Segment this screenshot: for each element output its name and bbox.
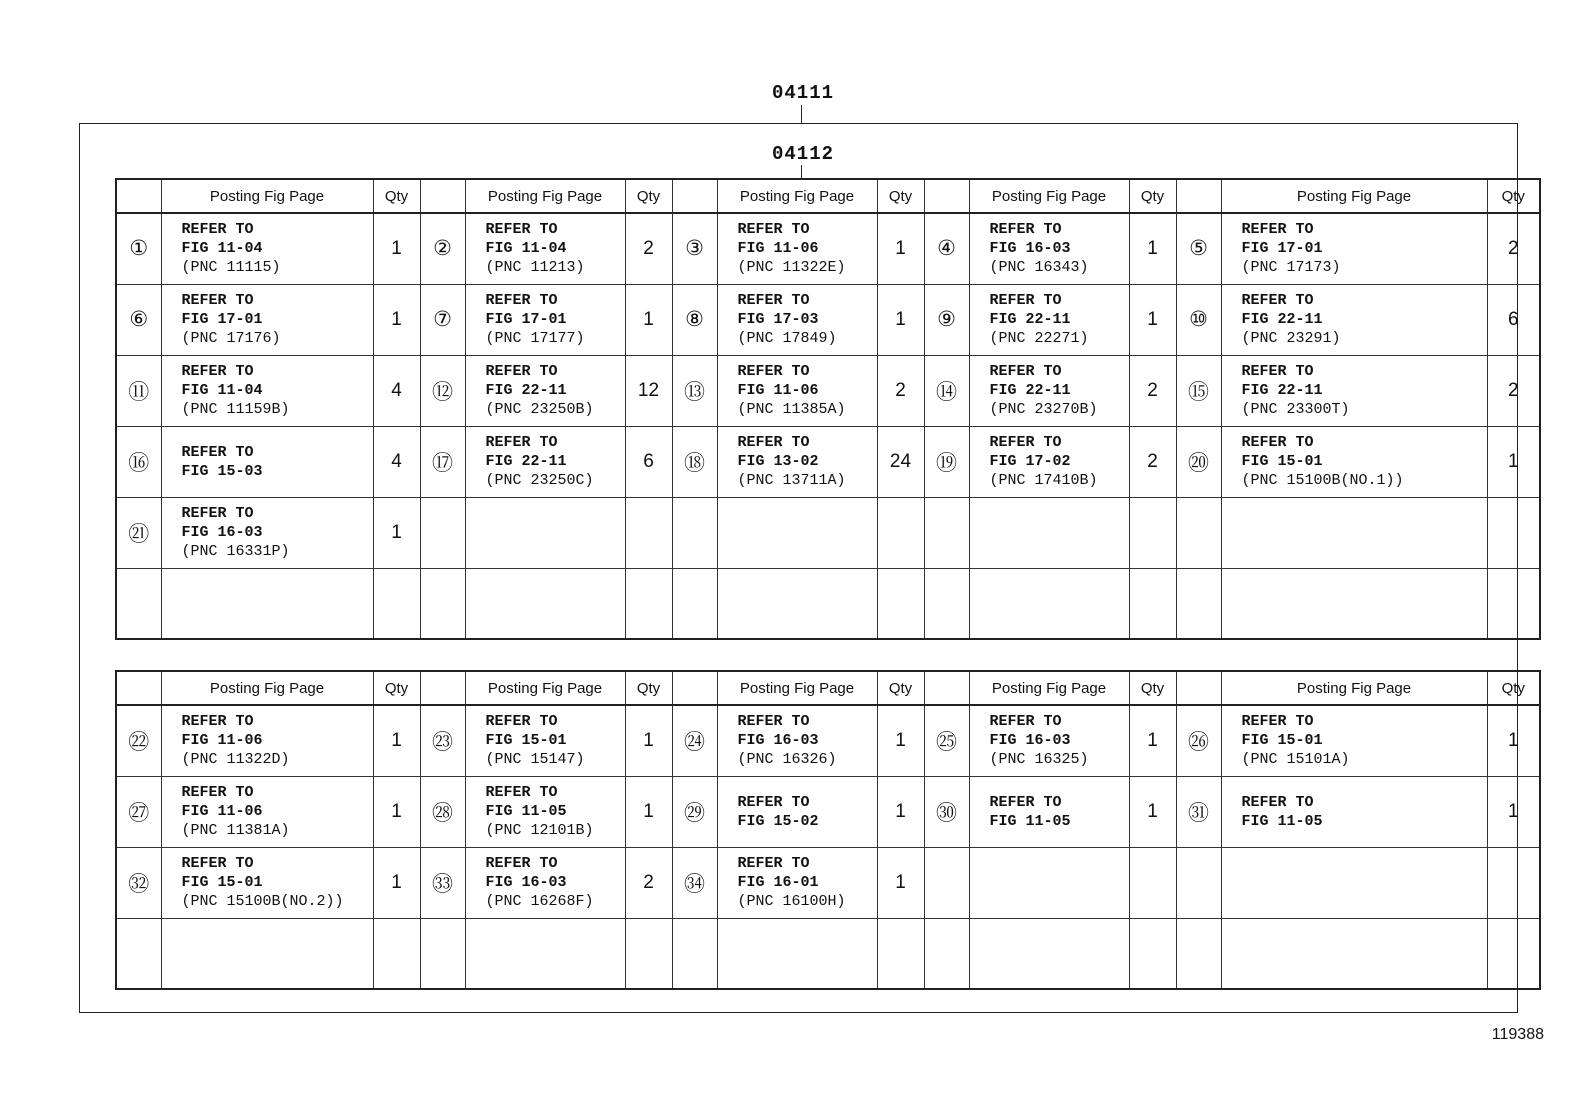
pnc-reference: (PNC 15147) [485, 751, 585, 769]
refer-to-text: REFER TO [737, 855, 810, 872]
reference-cell [161, 497, 373, 568]
header-qty: Qty [1129, 179, 1176, 213]
item-number [420, 568, 465, 639]
fig-reference: FIG 13-02 [737, 453, 819, 470]
fig-reference: FIG 15-02 [737, 812, 819, 830]
quantity-cell [625, 918, 672, 989]
item-number: ㉙ [672, 776, 717, 847]
header-posting-fig-page: Posting Fig Page [969, 671, 1129, 705]
header-posting-fig-page: Posting Fig Page [717, 179, 877, 213]
quantity-cell: 2 [1487, 213, 1540, 284]
quantity-cell [1487, 497, 1540, 568]
item-number [1176, 568, 1221, 639]
item-number: ⑩ [1176, 284, 1221, 355]
quantity-cell: 4 [373, 426, 420, 497]
quantity-cell: 1 [373, 497, 420, 568]
refer-to-text: REFER TO [181, 505, 254, 522]
pnc-reference: (PNC 15101A) [1241, 751, 1350, 769]
reference-cell [465, 776, 625, 847]
item-number: ⑥ [116, 284, 161, 355]
quantity-cell [373, 568, 420, 639]
pnc-reference: (PNC 11213) [485, 259, 585, 277]
reference-cell [1221, 776, 1487, 847]
item-number: ⑭ [924, 355, 969, 426]
item-number: ① [116, 213, 161, 284]
reference-cell [465, 426, 625, 497]
refer-to-text: REFER TO [1241, 221, 1314, 239]
header-qty: Qty [877, 671, 924, 705]
item-number: ㉚ [924, 776, 969, 847]
fig-reference: FIG 22-11 [485, 453, 567, 470]
reference-cell [717, 284, 877, 355]
pnc-reference: (PNC 16325) [989, 751, 1089, 769]
item-number: ⑤ [1176, 213, 1221, 284]
quantity-cell: 2 [1129, 426, 1176, 497]
item-number: ㉝ [420, 847, 465, 918]
refer-to-text: REFER TO [1241, 434, 1314, 451]
fig-reference: FIG 17-03 [737, 311, 819, 328]
item-number [924, 497, 969, 568]
refer-to-text: REFER TO [1241, 292, 1314, 309]
quantity-cell: 1 [625, 284, 672, 355]
header-index-cell [924, 671, 969, 705]
header-qty: Qty [1487, 671, 1540, 705]
header-posting-fig-page: Posting Fig Page [1221, 179, 1487, 213]
header-qty: Qty [877, 179, 924, 213]
refer-to-text: REFER TO [1241, 363, 1314, 380]
pnc-reference: (PNC 16326) [737, 751, 837, 769]
item-number [420, 497, 465, 568]
fig-reference: FIG 11-05 [1241, 812, 1323, 830]
reference-cell [1221, 284, 1487, 355]
refer-to-text: REFER TO [485, 363, 558, 380]
item-number: ⑫ [420, 355, 465, 426]
item-number: ⑲ [924, 426, 969, 497]
quantity-cell [877, 568, 924, 639]
header-index-cell [420, 179, 465, 213]
fig-reference: FIG 17-01 [485, 311, 567, 328]
fig-reference: FIG 15-01 [181, 874, 263, 891]
reference-cell [161, 355, 373, 426]
header-row [116, 671, 1540, 705]
quantity-cell [877, 497, 924, 568]
quantity-cell [373, 918, 420, 989]
table-row [116, 776, 1540, 847]
fig-reference: FIG 22-11 [485, 382, 567, 399]
fig-reference: FIG 16-03 [989, 240, 1071, 258]
reference-cell [161, 213, 373, 284]
header-index-cell [672, 671, 717, 705]
item-number: ㉗ [116, 776, 161, 847]
reference-cell [161, 568, 373, 639]
top-code-leader-line [801, 105, 802, 123]
reference-cell [717, 705, 877, 776]
header-posting-fig-page: Posting Fig Page [969, 179, 1129, 213]
reference-cell [465, 847, 625, 918]
quantity-cell: 1 [877, 705, 924, 776]
item-number: ⑧ [672, 284, 717, 355]
refer-to-text: REFER TO [737, 363, 810, 380]
reference-cell [969, 284, 1129, 355]
quantity-cell: 6 [1487, 284, 1540, 355]
refer-to-text: REFER TO [181, 363, 254, 380]
reference-cell [717, 213, 877, 284]
pnc-reference: (PNC 13711A) [737, 472, 846, 489]
pnc-reference: (PNC 15100B(NO.2)) [181, 893, 344, 910]
quantity-cell: 1 [1487, 426, 1540, 497]
quantity-cell: 1 [373, 776, 420, 847]
refer-to-text: REFER TO [485, 221, 558, 239]
reference-cell [969, 213, 1129, 284]
item-number [672, 918, 717, 989]
pnc-reference: (PNC 23250B) [485, 401, 594, 418]
refer-to-text: REFER TO [1241, 713, 1314, 731]
item-number: ④ [924, 213, 969, 284]
fig-reference: FIG 17-02 [989, 453, 1071, 470]
fig-reference: FIG 11-06 [737, 240, 819, 258]
reference-cell [717, 568, 877, 639]
reference-cell [161, 776, 373, 847]
reference-cell [1221, 497, 1487, 568]
quantity-cell: 1 [1487, 776, 1540, 847]
pnc-reference: (PNC 17410B) [989, 472, 1098, 489]
reference-cell [969, 918, 1129, 989]
item-number: ⑮ [1176, 355, 1221, 426]
item-number: ⑨ [924, 284, 969, 355]
pnc-reference: (PNC 23300T) [1241, 401, 1350, 418]
refer-to-text: REFER TO [485, 292, 558, 309]
fig-reference: FIG 22-11 [989, 311, 1071, 328]
header-qty: Qty [1487, 179, 1540, 213]
header-posting-fig-page: Posting Fig Page [717, 671, 877, 705]
header-posting-fig-page: Posting Fig Page [465, 671, 625, 705]
fig-reference: FIG 17-01 [1241, 240, 1323, 258]
item-number: ⑬ [672, 355, 717, 426]
quantity-cell: 1 [877, 776, 924, 847]
header-index-cell [116, 671, 161, 705]
quantity-cell [877, 918, 924, 989]
fig-reference: FIG 16-01 [737, 874, 819, 891]
reference-cell [465, 918, 625, 989]
fig-reference: FIG 15-03 [181, 462, 263, 480]
pnc-reference: (PNC 12101B) [485, 822, 594, 839]
header-posting-fig-page: Posting Fig Page [161, 671, 373, 705]
refer-to-text: REFER TO [737, 221, 810, 239]
reference-cell [969, 426, 1129, 497]
refer-to-text: REFER TO [989, 292, 1062, 309]
table-row [116, 355, 1540, 426]
header-row [116, 179, 1540, 213]
reference-cell [465, 705, 625, 776]
reference-cell [1221, 705, 1487, 776]
reference-cell [465, 284, 625, 355]
table-row [116, 284, 1540, 355]
reference-cell [1221, 426, 1487, 497]
item-number: ⑱ [672, 426, 717, 497]
header-qty: Qty [625, 671, 672, 705]
reference-cell [717, 497, 877, 568]
refer-to-text: REFER TO [181, 292, 254, 309]
item-number [1176, 847, 1221, 918]
refer-to-text: REFER TO [1241, 793, 1314, 811]
fig-reference: FIG 16-03 [181, 524, 263, 541]
reference-cell [1221, 568, 1487, 639]
pnc-reference: (PNC 11322D) [181, 751, 290, 769]
fig-reference: FIG 11-04 [181, 240, 263, 258]
quantity-cell: 1 [877, 847, 924, 918]
fig-reference: FIG 11-06 [181, 732, 263, 750]
refer-to-text: REFER TO [989, 363, 1062, 380]
quantity-cell: 1 [625, 705, 672, 776]
item-number: ㉘ [420, 776, 465, 847]
pnc-reference: (PNC 15100B(NO.1)) [1241, 472, 1404, 489]
pnc-reference: (PNC 23270B) [989, 401, 1098, 418]
quantity-cell: 1 [1129, 284, 1176, 355]
pnc-reference: (PNC 17176) [181, 330, 281, 347]
reference-cell [717, 847, 877, 918]
table-row [116, 213, 1540, 284]
refer-to-text: REFER TO [181, 713, 254, 731]
quantity-cell: 2 [1487, 355, 1540, 426]
header-index-cell [1176, 179, 1221, 213]
refer-to-text: REFER TO [181, 221, 254, 239]
reference-cell [717, 426, 877, 497]
quantity-cell: 6 [625, 426, 672, 497]
quantity-cell: 2 [625, 213, 672, 284]
reference-cell [969, 568, 1129, 639]
pnc-reference: (PNC 17173) [1241, 259, 1341, 277]
header-index-cell [924, 179, 969, 213]
item-number [672, 497, 717, 568]
reference-cell [969, 355, 1129, 426]
reference-cell [465, 213, 625, 284]
item-number: ⑰ [420, 426, 465, 497]
quantity-cell: 4 [373, 355, 420, 426]
header-qty: Qty [373, 179, 420, 213]
item-number [1176, 918, 1221, 989]
reference-cell [161, 426, 373, 497]
quantity-cell [1129, 918, 1176, 989]
item-number [420, 918, 465, 989]
table-row [116, 705, 1540, 776]
pnc-reference: (PNC 11115) [181, 259, 281, 277]
pnc-reference: (PNC 16343) [989, 259, 1089, 277]
quantity-cell: 1 [373, 284, 420, 355]
item-number [672, 568, 717, 639]
refer-to-text: REFER TO [485, 855, 558, 872]
item-number: ㉑ [116, 497, 161, 568]
quantity-cell [625, 568, 672, 639]
fig-reference: FIG 22-11 [1241, 311, 1323, 328]
pnc-reference: (PNC 16100H) [737, 893, 846, 910]
quantity-cell: 1 [1487, 705, 1540, 776]
quantity-cell: 1 [877, 213, 924, 284]
quantity-cell: 1 [1129, 705, 1176, 776]
reference-cell [161, 918, 373, 989]
quantity-cell [1129, 497, 1176, 568]
refer-to-text: REFER TO [989, 434, 1062, 451]
fig-reference: FIG 17-01 [181, 311, 263, 328]
table-row [116, 918, 1540, 989]
reference-cell [465, 497, 625, 568]
header-index-cell [1176, 671, 1221, 705]
item-number [924, 568, 969, 639]
refer-to-text: REFER TO [181, 443, 254, 461]
quantity-cell: 1 [1129, 776, 1176, 847]
reference-cell [465, 568, 625, 639]
item-number: ② [420, 213, 465, 284]
top-code-label: 04111 [772, 82, 835, 104]
refer-to-text: REFER TO [181, 855, 254, 872]
item-number: ⑯ [116, 426, 161, 497]
fig-reference: FIG 22-11 [989, 382, 1071, 399]
item-number: ㉔ [672, 705, 717, 776]
header-index-cell [672, 179, 717, 213]
header-qty: Qty [625, 179, 672, 213]
refer-to-text: REFER TO [485, 434, 558, 451]
quantity-cell [1129, 568, 1176, 639]
reference-cell [465, 355, 625, 426]
item-number: ⑦ [420, 284, 465, 355]
item-number: ⑳ [1176, 426, 1221, 497]
inner-code-label: 04112 [772, 143, 835, 165]
quantity-cell: 1 [373, 213, 420, 284]
pnc-reference: (PNC 16331P) [181, 543, 290, 560]
item-number [1176, 497, 1221, 568]
quantity-cell: 2 [1129, 355, 1176, 426]
refer-to-text: REFER TO [181, 784, 254, 801]
quantity-cell: 24 [877, 426, 924, 497]
header-posting-fig-page: Posting Fig Page [161, 179, 373, 213]
refer-to-text: REFER TO [485, 713, 558, 731]
item-number: ㉞ [672, 847, 717, 918]
inner-code-leader-line [801, 165, 802, 179]
refer-to-text: REFER TO [989, 713, 1062, 731]
item-number: ㉕ [924, 705, 969, 776]
item-number: ㉓ [420, 705, 465, 776]
fig-reference: FIG 22-11 [1241, 382, 1323, 399]
fig-reference: FIG 16-03 [989, 732, 1071, 750]
item-number [116, 568, 161, 639]
pnc-reference: (PNC 11385A) [737, 401, 846, 418]
pnc-reference: (PNC 23291) [1241, 330, 1341, 347]
fig-reference: FIG 11-06 [737, 382, 819, 399]
header-posting-fig-page: Posting Fig Page [1221, 671, 1487, 705]
item-number [924, 847, 969, 918]
refer-to-text: REFER TO [989, 793, 1062, 811]
quantity-cell: 1 [625, 776, 672, 847]
quantity-cell: 12 [625, 355, 672, 426]
item-number: ㉒ [116, 705, 161, 776]
fig-reference: FIG 15-01 [485, 732, 567, 750]
refer-to-text: REFER TO [989, 221, 1062, 239]
header-qty: Qty [1129, 671, 1176, 705]
pnc-reference: (PNC 11322E) [737, 259, 846, 277]
fig-reference: FIG 15-01 [1241, 732, 1323, 750]
reference-cell [161, 847, 373, 918]
pnc-reference: (PNC 23250C) [485, 472, 594, 489]
header-posting-fig-page: Posting Fig Page [465, 179, 625, 213]
reference-cell [969, 497, 1129, 568]
fig-reference: FIG 11-04 [485, 240, 567, 258]
pnc-reference: (PNC 22271) [989, 330, 1089, 347]
reference-cell [1221, 847, 1487, 918]
reference-cell [161, 705, 373, 776]
figure-number: 119388 [1491, 1026, 1544, 1043]
fig-reference: FIG 11-05 [989, 812, 1071, 830]
item-number: ㉜ [116, 847, 161, 918]
reference-cell [969, 705, 1129, 776]
item-number: ㉛ [1176, 776, 1221, 847]
table-row [116, 568, 1540, 639]
fig-reference: FIG 15-01 [1241, 453, 1323, 470]
refer-to-text: REFER TO [737, 434, 810, 451]
item-number: ⑪ [116, 355, 161, 426]
pnc-reference: (PNC 16268F) [485, 893, 594, 910]
reference-cell [1221, 213, 1487, 284]
refer-to-text: REFER TO [485, 784, 558, 801]
item-number [116, 918, 161, 989]
fig-reference: FIG 11-05 [485, 803, 567, 820]
fig-reference: FIG 11-04 [181, 382, 263, 399]
table-row [116, 497, 1540, 568]
pnc-reference: (PNC 11159B) [181, 401, 290, 418]
parts-table-upper [115, 178, 1541, 640]
refer-to-text: REFER TO [737, 793, 810, 811]
pnc-reference: (PNC 17177) [485, 330, 585, 347]
reference-cell [717, 355, 877, 426]
quantity-cell [1129, 847, 1176, 918]
reference-cell [1221, 918, 1487, 989]
header-qty: Qty [373, 671, 420, 705]
refer-to-text: REFER TO [737, 292, 810, 309]
quantity-cell [1487, 918, 1540, 989]
reference-cell [969, 776, 1129, 847]
quantity-cell [1487, 568, 1540, 639]
pnc-reference: (PNC 17849) [737, 330, 837, 347]
reference-cell [717, 776, 877, 847]
quantity-cell: 1 [373, 847, 420, 918]
parts-table-lower [115, 670, 1541, 990]
item-number [924, 918, 969, 989]
reference-cell [717, 918, 877, 989]
reference-cell [1221, 355, 1487, 426]
pnc-reference: (PNC 11381A) [181, 822, 290, 839]
refer-to-text: REFER TO [737, 713, 810, 731]
quantity-cell [625, 497, 672, 568]
reference-cell [161, 284, 373, 355]
reference-cell [969, 847, 1129, 918]
quantity-cell: 2 [877, 355, 924, 426]
table-row [116, 847, 1540, 918]
fig-reference: FIG 16-03 [737, 732, 819, 750]
quantity-cell: 2 [625, 847, 672, 918]
item-number: ③ [672, 213, 717, 284]
quantity-cell: 1 [877, 284, 924, 355]
item-number: ㉖ [1176, 705, 1221, 776]
fig-reference: FIG 11-06 [181, 803, 263, 820]
quantity-cell: 1 [373, 705, 420, 776]
header-index-cell [420, 671, 465, 705]
table-row [116, 426, 1540, 497]
header-index-cell [116, 179, 161, 213]
quantity-cell: 1 [1129, 213, 1176, 284]
quantity-cell [1487, 847, 1540, 918]
fig-reference: FIG 16-03 [485, 874, 567, 891]
